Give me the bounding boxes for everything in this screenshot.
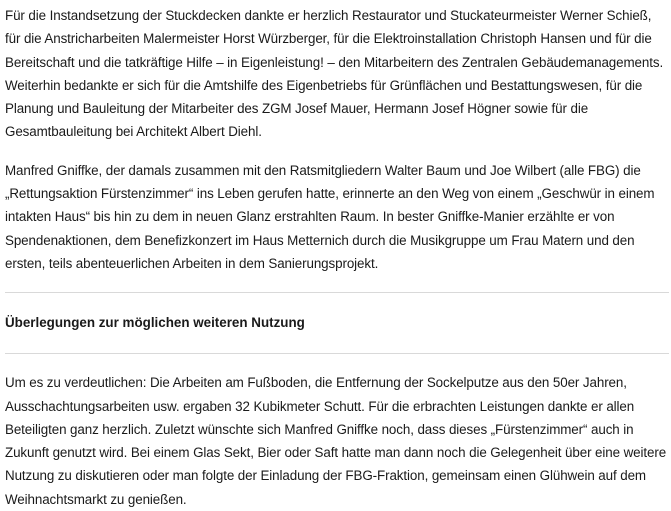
section-divider [5,353,669,354]
article-paragraph: Für die Instandsetzung der Stuckdecken dankte er herzlich Restaurator und Stuckateurmeister Werner Schieß, für die Anstricharbeiten Malermeister Horst Würzberger, für die Elektroinstallation Christoph Hansen und für die Bereitschaft und die tatkräftige Hilfe – in Eigenleistung! – den Mitarbeitern des Zentralen Gebäudemanagements. Weiterhin bedankte er sich für die Amtshilfe des Eigenbetriebs für Grünflächen und Bestattungswesen, für die Planung und Bauleitung der Mitarbeiter des ZGM Josef Mauer, Hermann Josef Högner sowie für die Gesamtbauleitung bei Architekt Albert Diehl. [5,8,664,140]
article-body [5,0,669,511]
article-paragraph: Manfred Gniffke, der damals zusammen mit den Ratsmitgliedern Walter Baum und Joe Wilbert (alle FBG) die „Rettungsaktion Fürstenzimmer“ ins Leben gerufen hatte, erinnerte an den Weg von einem „Geschwür in einem intakten Haus“ bis hin zu dem in neuen Glanz erstrahlten Raum. In bester Gniffke-Manier erzählte er von Spendenaktionen, dem Benefizkonzert im Haus Metternich durch die Musikgruppe um Frau Matern und den ersten, teils abenteuerlichen Arbeiten in dem Sanierungsprojekt. [5,162,655,271]
article-paragraph: Um es zu verdeutlichen: Die Arbeiten am Fußboden, die Entfernung der Sockelputze aus den 50er Jahren, Ausschachtungsarbeiten usw. ergaben 32 Kubikmeter Schutt. Für die erbrachten Leistungen dankte er allen Beteiligten ganz herzlich. Zuletzt wünschte sich Manfred Gniffke noch, dass dieses „Fürstenzimmer“ auch in Zukunft genutzt wird. Bei einem Glas Sekt, Bier oder Saft hatte man dann noch die Gelegenheit über eine weitere Nutzung zu diskutieren oder man folgte der Einladung der FBG-Fraktion, gemeinsam einen Glühwein auf dem Weihnachtsmarkt zu genießen. [5,375,667,507]
section-heading: Überlegungen zur möglichen weiteren Nutzung [5,315,305,331]
